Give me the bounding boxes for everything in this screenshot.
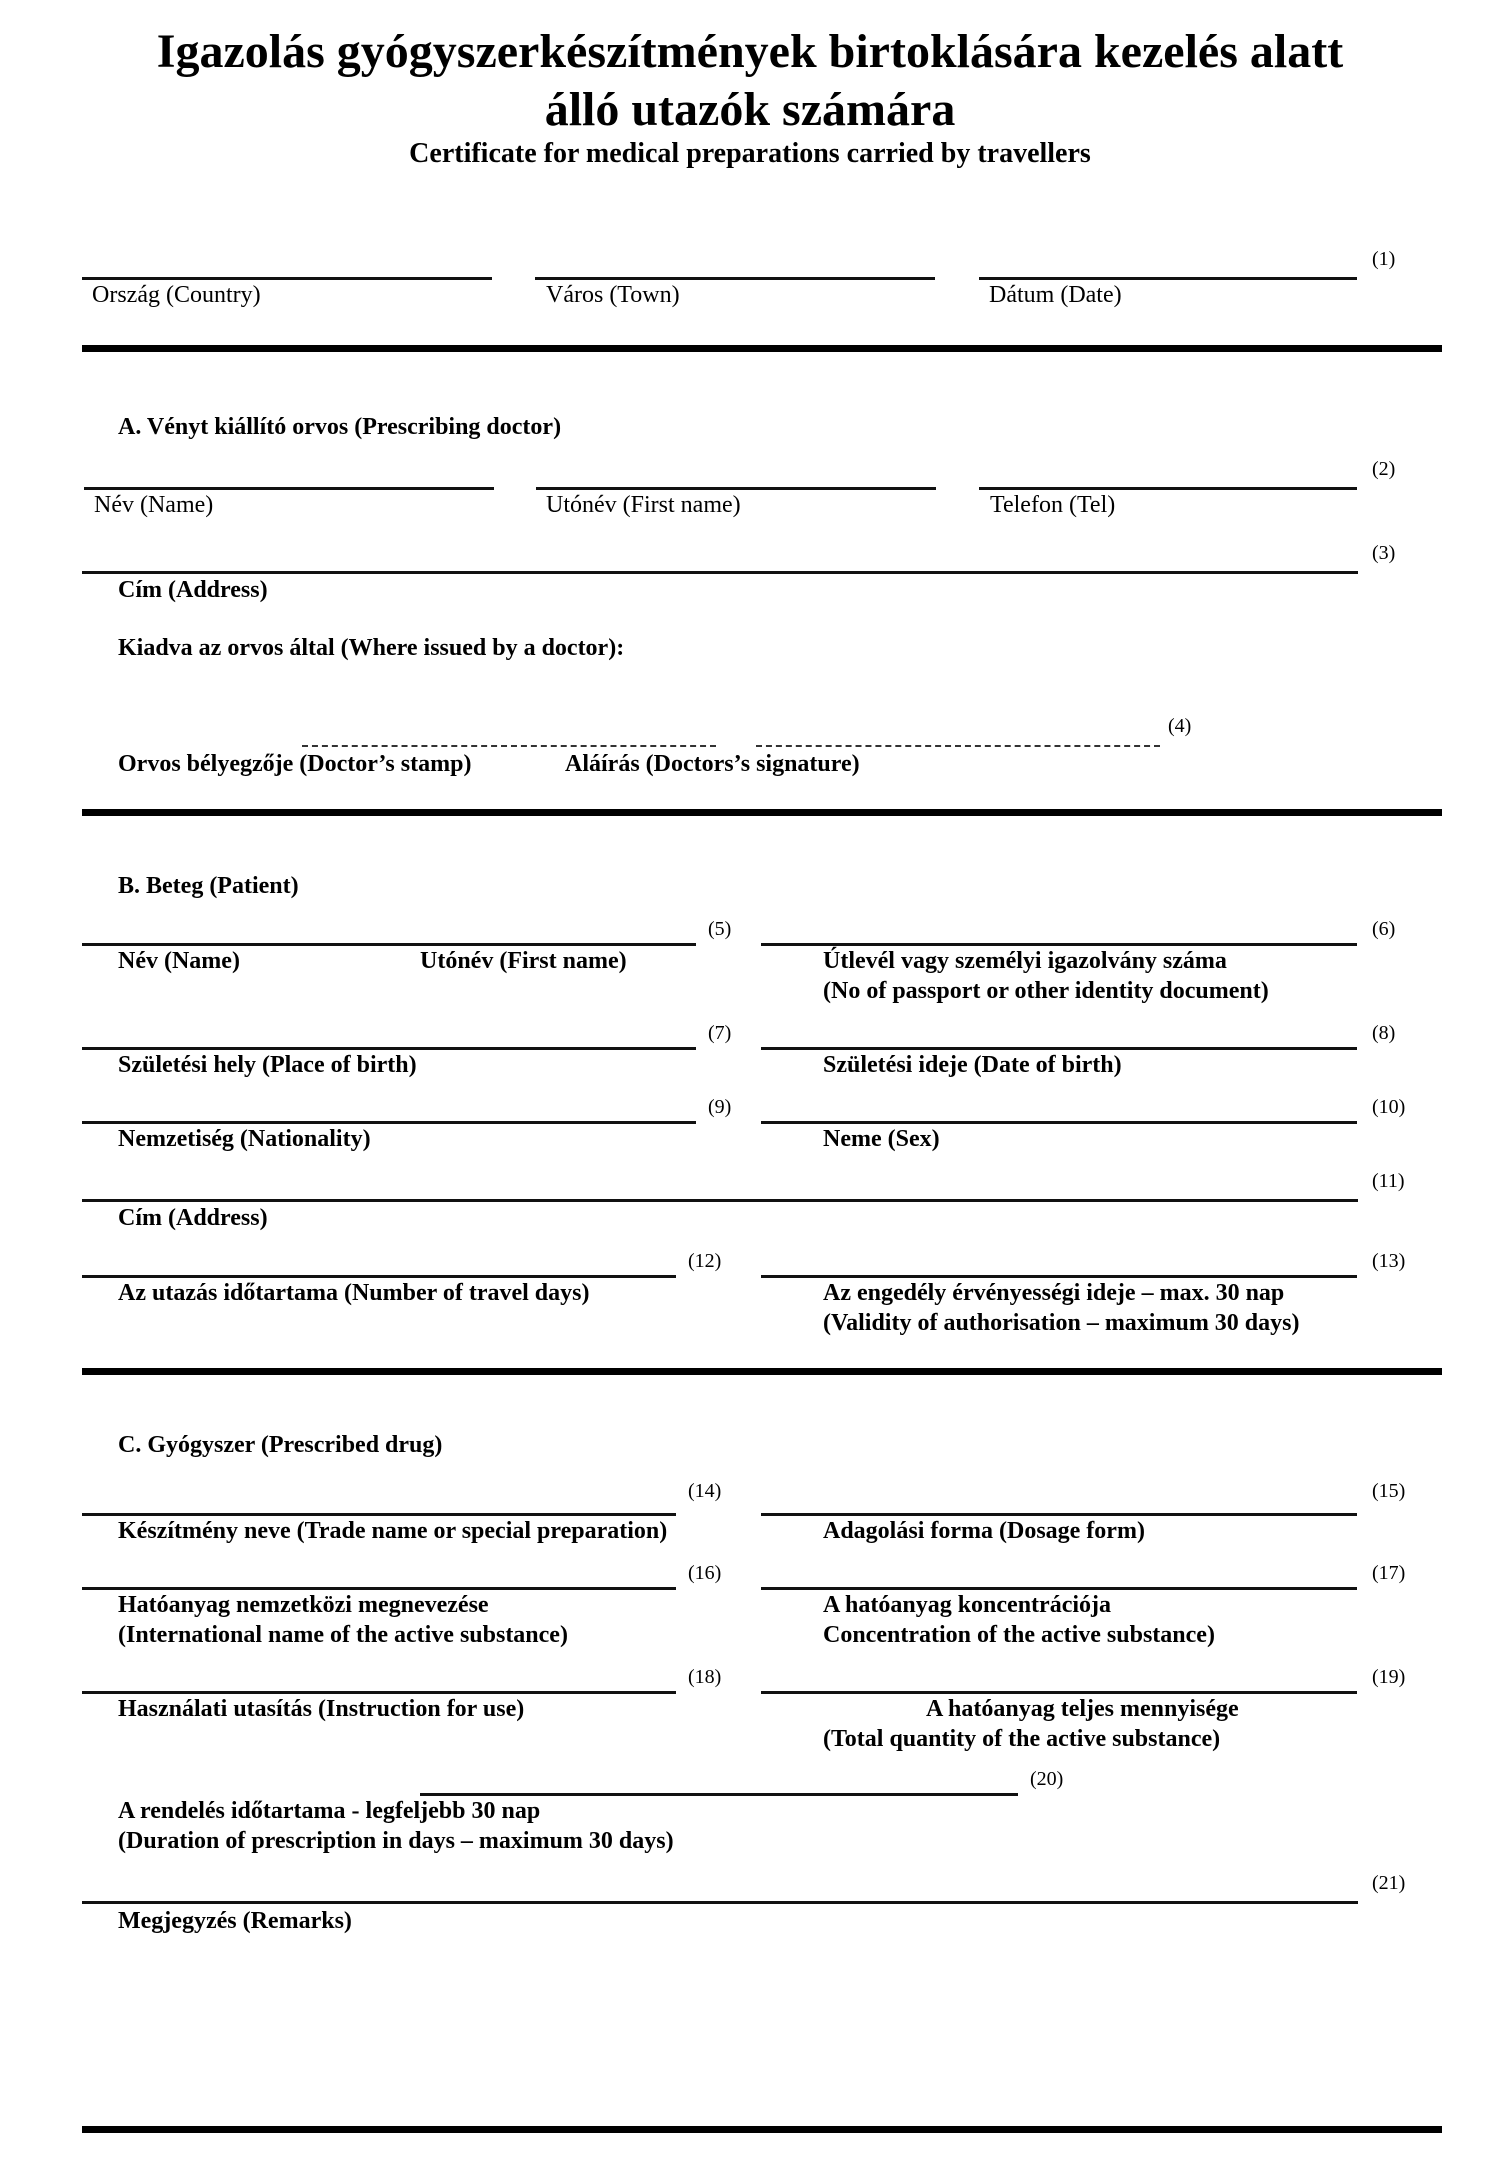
doctor-stamp-dotted-line [302, 745, 716, 747]
bottom-divider [82, 2126, 1442, 2133]
field-ref-20: (20) [1030, 1768, 1064, 1790]
nationality-label: Nemzetiség (Nationality) [118, 1126, 371, 1152]
doctor-signature-label: Aláírás (Doctors’s signature) [565, 751, 860, 777]
concentration-field[interactable] [763, 1558, 1363, 1588]
field-ref-12: (12) [688, 1250, 722, 1272]
date-label: Dátum (Date) [989, 282, 1122, 308]
field-ref-6: (6) [1372, 918, 1396, 940]
field-ref-13: (13) [1372, 1250, 1406, 1272]
patient-address-label: Cím (Address) [118, 1205, 268, 1231]
remarks-field[interactable] [84, 1872, 1362, 1902]
prescription-duration-field[interactable] [422, 1764, 1024, 1794]
field-ref-8: (8) [1372, 1022, 1396, 1044]
sex-field[interactable] [763, 1092, 1363, 1122]
doctor-first-name-label: Utónév (First name) [546, 492, 741, 518]
field-ref-21: (21) [1372, 1872, 1406, 1894]
passport-label-en: (No of passport or other identity document) [823, 978, 1269, 1004]
remarks-label: Megjegyzés (Remarks) [118, 1908, 352, 1934]
town-label: Város (Town) [546, 282, 680, 308]
trade-name-field[interactable] [84, 1484, 682, 1514]
field-ref-16: (16) [688, 1562, 722, 1584]
active-substance-name-field[interactable] [84, 1558, 682, 1588]
field-ref-5: (5) [708, 918, 732, 940]
total-quantity-field[interactable] [763, 1662, 1363, 1692]
place-of-birth-label: Születési hely (Place of birth) [118, 1052, 417, 1078]
date-field[interactable] [981, 248, 1363, 278]
field-ref-19: (19) [1372, 1666, 1406, 1688]
validity-field[interactable] [763, 1246, 1363, 1276]
field-ref-9: (9) [708, 1096, 732, 1118]
place-of-birth-field[interactable] [84, 1018, 702, 1048]
instruction-label: Használati utasítás (Instruction for use) [118, 1696, 525, 1722]
section-divider [82, 809, 1442, 816]
active-substance-label-hu: Hatóanyag nemzetközi megnevezése [118, 1592, 489, 1618]
field-ref-1: (1) [1372, 248, 1396, 270]
validity-label-en: (Validity of authorisation – maximum 30 days) [823, 1310, 1300, 1336]
field-ref-14: (14) [688, 1480, 722, 1502]
travel-days-field[interactable] [84, 1246, 682, 1276]
sex-label: Neme (Sex) [823, 1126, 940, 1152]
doctor-signature-dotted-line [756, 745, 1160, 747]
field-ref-18: (18) [688, 1666, 722, 1688]
page-title-line-2: álló utazók számára [544, 83, 956, 136]
total-quantity-label-en: (Total quantity of the active substance) [823, 1726, 1221, 1752]
travel-days-label: Az utazás időtartama (Number of travel days) [118, 1280, 590, 1306]
field-ref-15: (15) [1372, 1480, 1406, 1502]
doctor-name-field[interactable] [86, 458, 500, 488]
section-divider [82, 1368, 1442, 1375]
section-divider [82, 345, 1442, 352]
issued-by-doctor-label: Kiadva az orvos által (Where issued by a doctor): [118, 635, 625, 661]
patient-name-field[interactable] [84, 914, 702, 944]
doctor-stamp-label: Orvos bélyegzője (Doctor’s stamp) [118, 751, 472, 777]
section-b-heading: B. Beteg (Patient) [118, 873, 299, 899]
doctor-tel-label: Telefon (Tel) [990, 492, 1116, 518]
remarks-underline [82, 1901, 1358, 1904]
field-ref-3: (3) [1372, 542, 1396, 564]
country-field[interactable] [84, 248, 498, 278]
validity-label-hu: Az engedély érvényességi ideje – max. 30 nap [823, 1280, 1285, 1306]
country-label: Ország (Country) [92, 282, 261, 308]
section-a-heading: A. Vényt kiállító orvos (Prescribing doctor) [118, 414, 562, 440]
field-ref-11: (11) [1372, 1170, 1405, 1192]
prescription-duration-label-en: (Duration of prescription in days – maximum 30 days) [118, 1828, 674, 1854]
doctor-address-field[interactable] [84, 542, 1362, 572]
patient-name-label: Név (Name) [118, 948, 240, 974]
total-quantity-label-hu: A hatóanyag teljes mennyisége [926, 1696, 1239, 1722]
doctor-tel-field[interactable] [981, 458, 1363, 488]
field-ref-2: (2) [1372, 458, 1396, 480]
passport-number-field[interactable] [763, 914, 1363, 944]
doctor-address-label: Cím (Address) [118, 577, 268, 603]
date-of-birth-label: Születési ideje (Date of birth) [823, 1052, 1122, 1078]
field-ref-7: (7) [708, 1022, 732, 1044]
field-ref-10: (10) [1372, 1096, 1406, 1118]
town-field[interactable] [537, 248, 941, 278]
patient-address-underline [82, 1199, 1358, 1202]
field-ref-17: (17) [1372, 1562, 1406, 1584]
prescription-duration-label-hu: A rendelés időtartama - legfeljebb 30 nap [118, 1798, 541, 1824]
dosage-form-label: Adagolási forma (Dosage form) [823, 1518, 1145, 1544]
concentration-label-en: Concentration of the active substance) [823, 1622, 1215, 1648]
trade-name-label: Készítmény neve (Trade name or special preparation) [118, 1518, 668, 1544]
dosage-form-field[interactable] [763, 1484, 1363, 1514]
nationality-field[interactable] [84, 1092, 702, 1122]
doctor-address-underline [82, 571, 1358, 574]
field-ref-4: (4) [1168, 715, 1192, 737]
page-title-line-1: Igazolás gyógyszerkészítmények birtoklására kezelés alatt [156, 25, 1344, 78]
page-subtitle: Certificate for medical preparations carried by travellers [409, 138, 1091, 169]
active-substance-label-en: (International name of the active substance) [118, 1622, 568, 1648]
instruction-field[interactable] [84, 1662, 682, 1692]
date-of-birth-field[interactable] [763, 1018, 1363, 1048]
patient-address-field[interactable] [84, 1170, 1362, 1200]
section-c-heading: C. Gyógyszer (Prescribed drug) [118, 1432, 443, 1458]
passport-label-hu: Útlevél vagy személyi igazolvány száma [823, 948, 1227, 974]
doctor-name-label: Név (Name) [94, 492, 214, 518]
concentration-label-hu: A hatóanyag koncentrációja [823, 1592, 1111, 1618]
patient-first-name-label: Utónév (First name) [420, 948, 627, 974]
doctor-first-name-field[interactable] [538, 458, 942, 488]
